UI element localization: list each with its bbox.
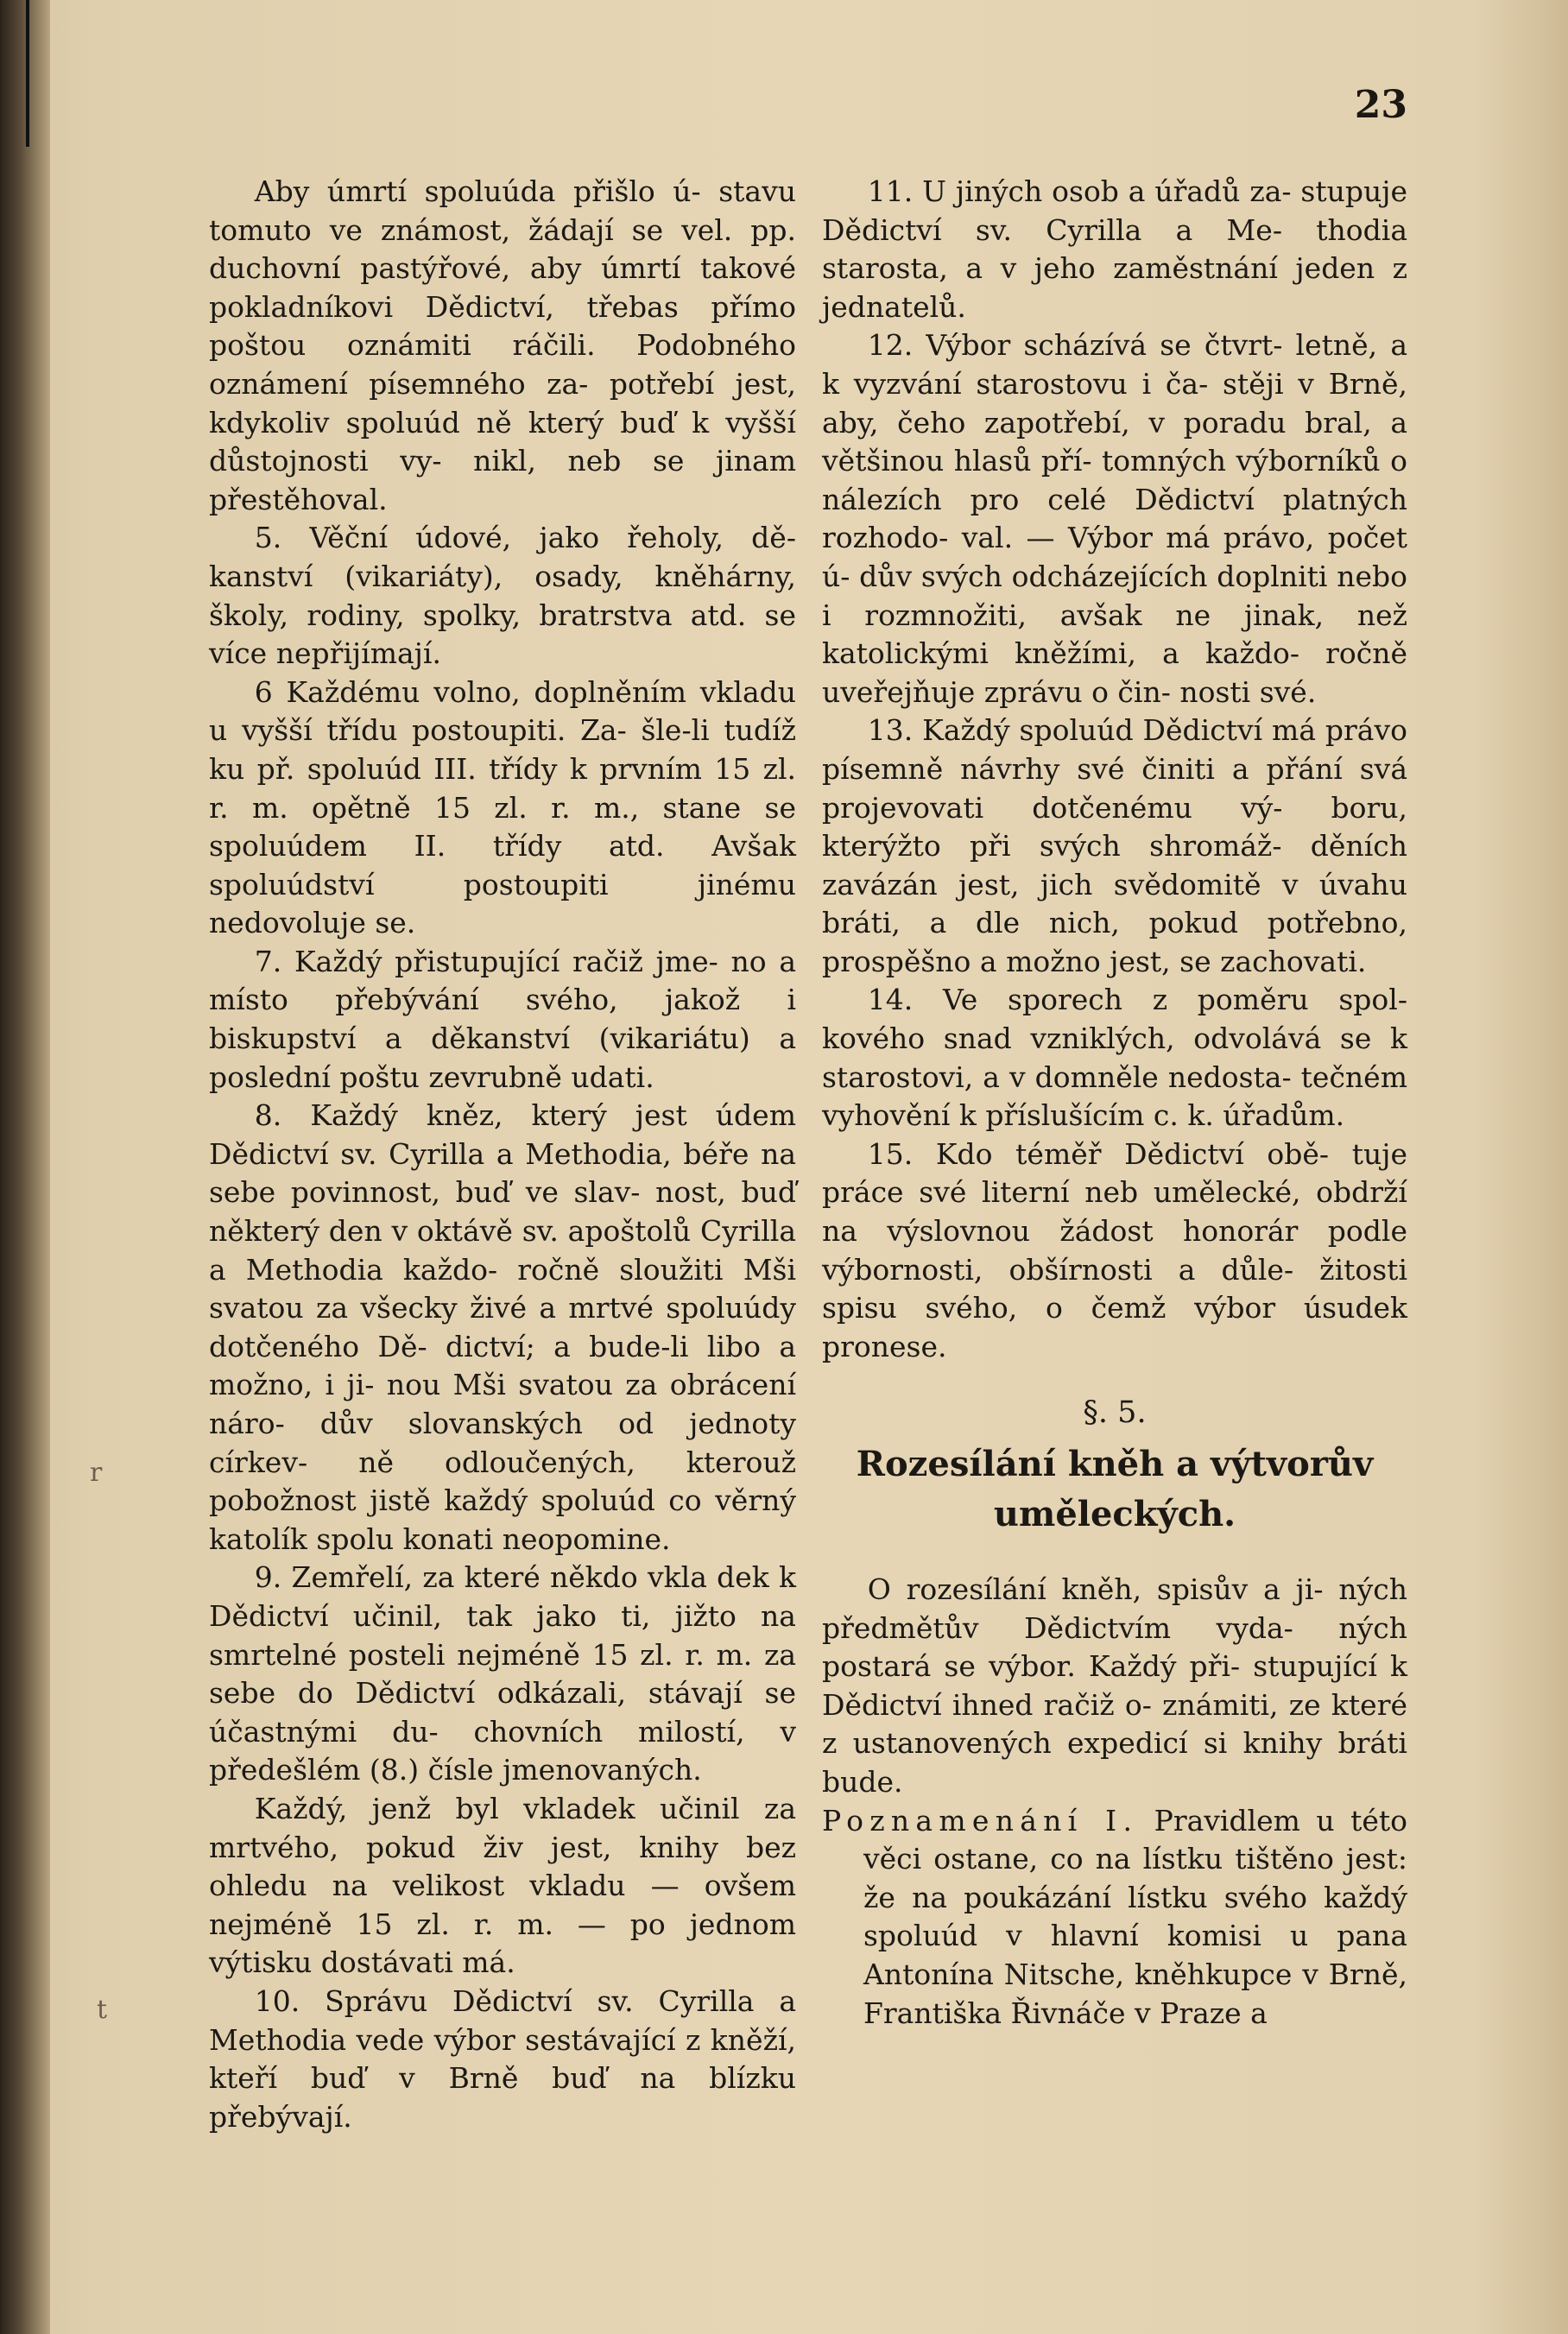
note-label: Poznamenání I. <box>822 1803 1139 1837</box>
paragraph-5: 5. Věční údové, jako řeholy, dě- kanství (vikariáty), osady, kněhárny, školy, rodiny, spolky, bratrstva atd. se více nepřijímají. <box>209 521 796 671</box>
paragraph-15: 15. Kdo téměř Dědictví obě- tuje práce své literní neb umělecké, obdrží na výslovnou žádost honorár podle výbornosti, obšírnosti a důle- žitosti spisu svého, o čemž výbor úsudek pronese. <box>822 1136 1407 1363</box>
paragraph-11: 11. U jiných osob a úřadů za- stupuje Dědictví sv. Cyrilla a Me- thodia starosta, a v jeho zaměstnání jeden z jednatelů. <box>822 174 1407 324</box>
paragraph-12: 12. Výbor scházívá se čtvrt- letně, a k vyzvání starostovu i ča- stěji v Brně, aby, čeho zapotřebí, v poradu bral, a většinou hlasů pří- tomných výborníků o nálezích pro celé Dědictví platných rozhodo- val. — Výbor má právo, počet ú- dův svých odcházejících doplniti nebo i rozmnožiti, avšak ne jinak, než katolickými kněžími, a každo- ročně uveřejňuje zprávu o čin- nosti své. <box>822 328 1407 709</box>
left-column <box>209 173 796 2136</box>
paragraph-6: 6 Každému volno, doplněním vkladu u vyšší třídu postoupiti. Za- šle-li tudíž ku př. spoluúd III. třídy k prvním 15 zl. r. m. opětně 15 zl. r. m., stane se spoluúdem II. třídy atd. Avšak spoluúdství postoupiti jinému nedovoluje se. <box>209 674 796 940</box>
section-paragraph: O rozesílání kněh, spisův a ji- ných předmětův Dědictvím vyda- ných postará se výbor. Každý při- stupující k Dědictví ihned račiž o- známiti, ze které z ustanovených expedicí si knihy bráti bude. <box>822 1572 1407 1799</box>
paragraph-9-continued: Každý, jenž byl vkladek učinil za mrtvého, pokud živ jest, knihy bez ohledu na velikost vkladu — ovšem nejméně 15 zl. r. m. — po jednom výtisku dostávati má. <box>209 1791 796 1980</box>
book-spine-shadow <box>0 0 50 2334</box>
paragraph-9: 9. Zemřelí, za které někdo vkla dek k Dědictví učinil, tak jako ti, jižto na smrtelné posteli nejméně 15 zl. r. m. za sebe do Dědictví odkázali, stávají se účastnými du- chovních milostí, v předešlém (8.) čísle jmenovaných. <box>209 1560 796 1787</box>
right-column <box>822 173 1407 2033</box>
paragraph-7: 7. Každý přistupující račiž jme- no a místo přebývání svého, jakož i biskupství a děkanství (vikariátu) a poslední poštu zevrubně udati. <box>209 944 796 1094</box>
margin-mark: t <box>97 1995 108 2025</box>
note-text: Pravidlem u této věci ostane, co na lístku tištěno jest: že na poukázání lístku svého každý spoluúd v hlavní komisi u pana Antonína Nitsche, kněhkupce v Brně, Františka Řivnáče v Praze a <box>863 1803 1407 2030</box>
paragraph-10: 10. Správu Dědictví sv. Cyrilla a Methodia vede výbor sestávající z kněží, kteří buď v Brně buď na blízku přebývají. <box>209 1983 796 2134</box>
paragraph-death-notice: Aby úmrtí spoluúda přišlo ú- stavu tomuto ve známost, žádají se vel. pp. duchovní pastýřové, aby úmrtí takové pokladníkovi Dědictví, třebas přímo poštou oznámiti ráčili. Podobného oznámení písemného za- potřebí jest, kdykoliv spoluúd ně který buď k vyšší důstojnosti vy- nikl, neb se jinam přestěhoval. <box>209 174 796 516</box>
paragraph-8: 8. Každý kněz, který jest údem Dědictví sv. Cyrilla a Methodia, béře na sebe povinnost, buď ve slav- nost, buď některý den v oktávě sv. apoštolů Cyrilla a Methodia každo- ročně sloužiti Mši svatou za všecky živé a mrtvé spoluúdy dotčeného Dě- dictví; a bude-li libo a možno, i ji- nou Mši svatou za obrácení náro- dův slovanských od jednoty církev- ně odloučených, kterouž pobožnost jistě každý spoluúd co věrný katolík spolu konati neopomine. <box>209 1098 796 1556</box>
section-title: Rozesílání kněh a výtvorův uměleckých. <box>856 1444 1374 1534</box>
spine-mark <box>26 0 29 147</box>
paragraph-14: 14. Ve sporech z poměru spol- kového snad vzniklých, odvolává se k starostovi, a v domněle nedosta- tečném vyhovění k příslušícím c. k. úřadům. <box>822 983 1407 1133</box>
note <box>822 1802 1407 2034</box>
paragraph-13: 13. Každý spoluúd Dědictví má právo písemně návrhy své činiti a přání svá projevovati dotčenému vý- boru, kterýžto při svých shromáž- děních zavázán jest, jich svědomitě v úvahu bráti, a dle nich, pokud potřebno, prospěšno a možno jest, se zachovati. <box>822 713 1407 978</box>
margin-mark: r <box>90 1458 103 1488</box>
section-number: §. 5. <box>1083 1395 1147 1431</box>
page-number: 23 <box>1354 83 1407 127</box>
